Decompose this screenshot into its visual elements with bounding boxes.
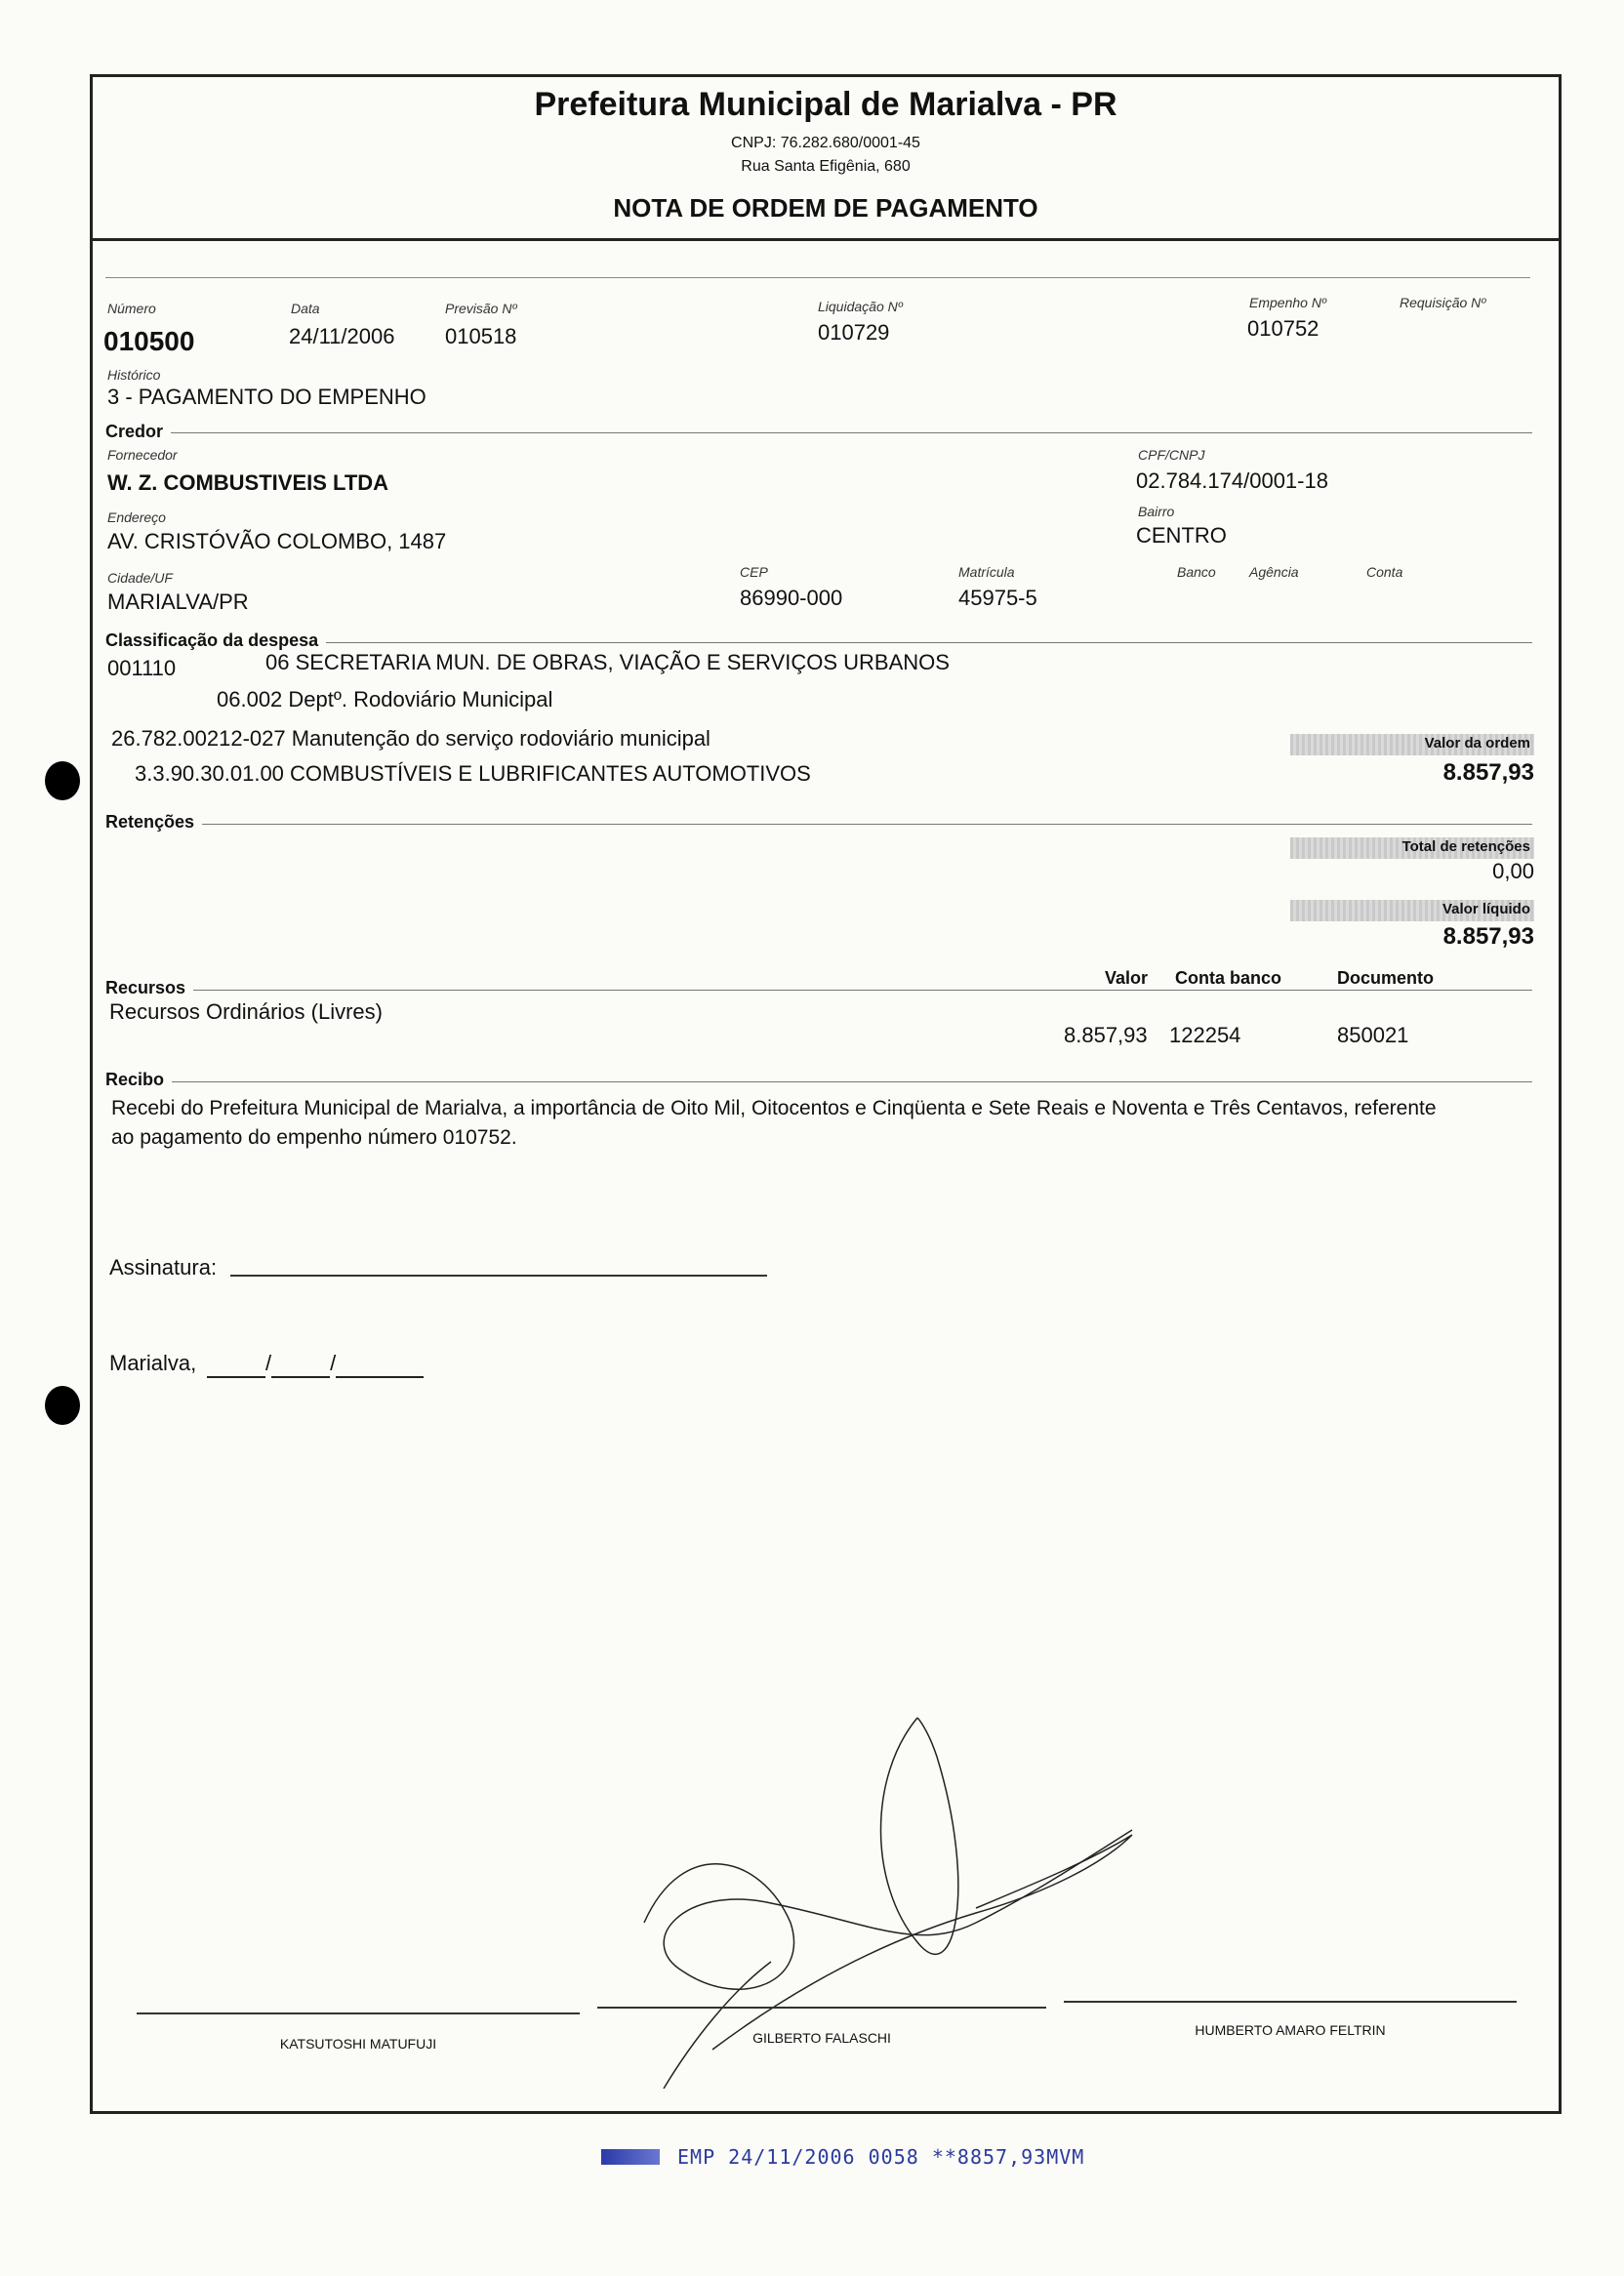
- empenho-label: Empenho Nº: [1249, 295, 1327, 310]
- page-title: Prefeitura Municipal de Marialva - PR: [534, 86, 1117, 123]
- date-blanks: / /: [207, 1351, 424, 1378]
- credor-line: [107, 432, 1532, 433]
- cpf-label: CPF/CNPJ: [1138, 447, 1205, 463]
- recibo-text-line2: ao pagamento do empenho número 010752.: [111, 1126, 517, 1149]
- valor-liquido-label-box: [1290, 900, 1534, 921]
- punch-hole-bottom: [45, 1386, 80, 1425]
- departamento-text: 06.002 Deptº. Rodoviário Municipal: [217, 687, 553, 711]
- signature-line-2: [597, 2007, 1046, 2009]
- recibo-section-title: Recibo: [105, 1070, 172, 1090]
- recibo-text-line1: Recebi do Prefeitura Municipal de Marialva, a importância de Oito Mil, Oitocentos e Cinqüenta e Sete Reais e Noventa e Três Centavos, referente: [111, 1097, 1437, 1119]
- cidade-value: MARIALVA/PR: [107, 589, 249, 614]
- historico-label: Histórico: [107, 367, 161, 383]
- cidade-label: Cidade/UF: [107, 570, 173, 586]
- bairro-value: CENTRO: [1136, 523, 1227, 548]
- recursos-conta: 122254: [1169, 1023, 1241, 1047]
- liquidacao-value: 010729: [818, 320, 890, 345]
- footer-stamp: EMP 24/11/2006 0058 **8857,93MVM: [677, 2145, 1085, 2169]
- classificacao-code: 001110: [107, 656, 177, 680]
- cpf-value: 02.784.174/0001-18: [1136, 468, 1328, 493]
- recursos-valor-label: Valor: [1097, 968, 1156, 989]
- requisicao-label: Requisição Nº: [1400, 295, 1486, 310]
- secretaria-text: 06 SECRETARIA MUN. DE OBRAS, VIAÇÃO E SERVIÇOS URBANOS: [265, 650, 950, 674]
- valor-liquido-value: 8.857,93: [1442, 923, 1534, 950]
- valor-liquido-label: Valor líquido: [1441, 901, 1530, 917]
- total-retencoes-value: 0,00: [1492, 859, 1534, 883]
- ids-divider: [105, 277, 1530, 278]
- fornecedor-label: Fornecedor: [107, 447, 178, 463]
- assinatura-line: [230, 1275, 767, 1277]
- total-retencoes-label-box: [1290, 837, 1534, 859]
- address-text: Rua Santa Efigênia, 680: [741, 158, 911, 175]
- recursos-documento-label: Documento: [1329, 968, 1441, 989]
- punch-hole-top: [45, 761, 80, 800]
- signature-line-1: [137, 2012, 580, 2014]
- programa-text: 26.782.00212-027 Manutenção do serviço rodoviário municipal: [111, 726, 710, 751]
- recursos-section-title: Recursos: [105, 978, 193, 998]
- previsao-label: Previsão Nº: [445, 301, 517, 316]
- valor-ordem-value: 8.857,93: [1442, 759, 1534, 786]
- credor-section-title: Credor: [105, 422, 171, 442]
- signatory-1: KATSUTOSHI MATUFUJI: [279, 2036, 437, 2052]
- banco-label: Banco: [1177, 564, 1216, 580]
- recursos-documento: 850021: [1337, 1023, 1409, 1047]
- signatory-3: HUMBERTO AMARO FELTRIN: [1195, 2022, 1386, 2038]
- fornecedor-value: W. Z. COMBUSTIVEIS LTDA: [107, 470, 389, 495]
- matricula-label: Matrícula: [958, 564, 1015, 580]
- total-retencoes-label: Total de retenções: [1401, 838, 1530, 855]
- retencoes-section-title: Retenções: [105, 812, 202, 833]
- endereco-label: Endereço: [107, 509, 166, 525]
- endereco-value: AV. CRISTÓVÃO COLOMBO, 1487: [107, 529, 447, 553]
- signatory-2: GILBERTO FALASCHI: [752, 2030, 891, 2046]
- recursos-line: [107, 990, 1532, 991]
- classificacao-section-title: Classificação da despesa: [105, 630, 326, 651]
- recibo-line: [107, 1081, 1532, 1082]
- valor-ordem-label-box: [1290, 734, 1534, 755]
- recursos-descricao: Recursos Ordinários (Livres): [109, 999, 383, 1024]
- stamp-logo: [601, 2149, 660, 2165]
- data-value: 24/11/2006: [289, 324, 395, 348]
- local-label: Marialva,: [109, 1351, 197, 1375]
- matricula-value: 45975-5: [958, 586, 1037, 610]
- signature-line-3: [1064, 2001, 1517, 2003]
- cnpj-text: CNPJ: 76.282.680/0001-45: [731, 135, 920, 151]
- natureza-text: 3.3.90.30.01.00 COMBUSTÍVEIS E LUBRIFICANTES AUTOMOTIVOS: [135, 761, 811, 786]
- numero-value: 010500: [103, 326, 195, 356]
- empenho-value: 010752: [1247, 316, 1320, 341]
- agencia-label: Agência: [1249, 564, 1299, 580]
- numero-label: Número: [107, 301, 156, 316]
- document-title: NOTA DE ORDEM DE PAGAMENTO: [613, 193, 1038, 223]
- recursos-conta-label: Conta banco: [1167, 968, 1289, 989]
- data-label: Data: [291, 301, 320, 316]
- historico-value: 3 - PAGAMENTO DO EMPENHO: [107, 385, 426, 409]
- valor-ordem-label: Valor da ordem: [1424, 735, 1530, 752]
- assinatura-label: Assinatura:: [109, 1255, 218, 1280]
- cep-value: 86990-000: [740, 586, 843, 610]
- liquidacao-label: Liquidação Nº: [818, 299, 903, 314]
- retencoes-line: [107, 824, 1532, 825]
- header-divider: [90, 238, 1562, 241]
- recursos-valor: 8.857,93: [1064, 1023, 1148, 1047]
- bairro-label: Bairro: [1138, 504, 1175, 519]
- conta-label: Conta: [1366, 564, 1403, 580]
- previsao-value: 010518: [445, 324, 517, 348]
- cep-label: CEP: [740, 564, 768, 580]
